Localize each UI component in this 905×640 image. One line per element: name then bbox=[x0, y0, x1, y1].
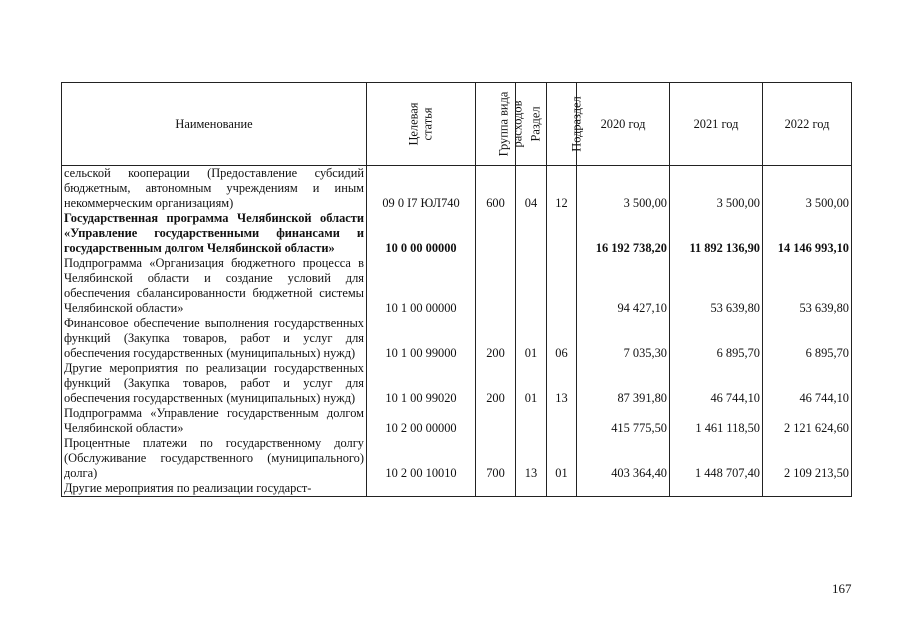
row-code: 10 1 00 99020 bbox=[367, 361, 476, 406]
row-section bbox=[516, 481, 547, 497]
budget-table bbox=[61, 82, 852, 497]
row-section: 01 bbox=[516, 316, 547, 361]
row-2022: 6 895,70 bbox=[763, 316, 852, 361]
row-subsection bbox=[547, 211, 577, 256]
table-row bbox=[62, 406, 852, 436]
row-code bbox=[367, 481, 476, 497]
row-2021 bbox=[670, 481, 763, 497]
table-header-row bbox=[62, 83, 852, 166]
row-group: 200 bbox=[476, 361, 516, 406]
row-section bbox=[516, 211, 547, 256]
row-section bbox=[516, 256, 547, 316]
row-name: Другие мероприятия по реализации государственных функций (Закупка товаров, работ и услуг для обеспечения государственных (муниципальных) нужд) bbox=[62, 361, 367, 406]
header-subsection: Подраздел bbox=[547, 83, 577, 166]
row-2022: 53 639,80 bbox=[763, 256, 852, 316]
row-2021: 53 639,80 bbox=[670, 256, 763, 316]
row-code: 09 0 I7 ЮЛ740 bbox=[367, 166, 476, 212]
row-code: 10 1 00 00000 bbox=[367, 256, 476, 316]
row-2022: 2 109 213,50 bbox=[763, 436, 852, 481]
row-code: 10 2 00 10010 bbox=[367, 436, 476, 481]
row-section bbox=[516, 406, 547, 436]
row-2020: 403 364,40 bbox=[577, 436, 670, 481]
row-subsection bbox=[547, 406, 577, 436]
row-2021: 6 895,70 bbox=[670, 316, 763, 361]
row-name: Процентные платежи по государственному долгу (Обслуживание государственного (муниципального) долга) bbox=[62, 436, 367, 481]
row-group bbox=[476, 256, 516, 316]
row-2021: 3 500,00 bbox=[670, 166, 763, 212]
row-name: Подпрограмма «Управление государственным долгом Челябинской области» bbox=[62, 406, 367, 436]
row-2020: 16 192 738,20 bbox=[577, 211, 670, 256]
row-code: 10 0 00 00000 bbox=[367, 211, 476, 256]
page-number: 167 bbox=[832, 581, 852, 596]
row-section: 01 bbox=[516, 361, 547, 406]
row-subsection: 01 bbox=[547, 436, 577, 481]
row-2022: 3 500,00 bbox=[763, 166, 852, 212]
table-row bbox=[62, 361, 852, 406]
row-2022: 46 744,10 bbox=[763, 361, 852, 406]
table-row bbox=[62, 436, 852, 481]
row-2021: 1 448 707,40 bbox=[670, 436, 763, 481]
row-name: Подпрограмма «Организация бюджетного процесса в Челябинской области и создание условий для обеспечения сбалансированности бюджетной системы Челябинской области» bbox=[62, 256, 367, 316]
row-2021: 46 744,10 bbox=[670, 361, 763, 406]
row-code: 10 2 00 00000 bbox=[367, 406, 476, 436]
row-section: 13 bbox=[516, 436, 547, 481]
row-2020: 94 427,10 bbox=[577, 256, 670, 316]
header-expense-group: Группа вида расходов bbox=[476, 83, 516, 166]
row-2022: 14 146 993,10 bbox=[763, 211, 852, 256]
header-target-article: Целевая статья bbox=[367, 83, 476, 166]
row-code: 10 1 00 99000 bbox=[367, 316, 476, 361]
row-group: 600 bbox=[476, 166, 516, 212]
row-2022: 2 121 624,60 bbox=[763, 406, 852, 436]
row-group: 200 bbox=[476, 316, 516, 361]
row-group bbox=[476, 406, 516, 436]
row-group bbox=[476, 211, 516, 256]
row-2020 bbox=[577, 481, 670, 497]
header-2022: 2022 год bbox=[763, 83, 852, 166]
row-subsection: 13 bbox=[547, 361, 577, 406]
row-section: 04 bbox=[516, 166, 547, 212]
row-group bbox=[476, 481, 516, 497]
row-2020: 7 035,30 bbox=[577, 316, 670, 361]
header-section: Раздел bbox=[516, 83, 547, 166]
row-2022 bbox=[763, 481, 852, 497]
row-2020: 415 775,50 bbox=[577, 406, 670, 436]
row-2021: 1 461 118,50 bbox=[670, 406, 763, 436]
row-subsection bbox=[547, 481, 577, 497]
row-name: Другие мероприятия по реализации государст- bbox=[62, 481, 367, 497]
table-row bbox=[62, 316, 852, 361]
row-subsection bbox=[547, 256, 577, 316]
table-row bbox=[62, 481, 852, 497]
row-subsection: 12 bbox=[547, 166, 577, 212]
table-row-program bbox=[62, 211, 852, 256]
header-2021: 2021 год bbox=[670, 83, 763, 166]
header-name: Наименование bbox=[62, 83, 367, 166]
header-2020: 2020 год bbox=[577, 83, 670, 166]
row-name: сельской кооперации (Предоставление субсидий бюджетным, автономным учреждениям и иным некоммерческим организациям) bbox=[62, 166, 367, 212]
row-name: Финансовое обеспечение выполнения государственных функций (Закупка товаров, работ и услуг для обеспечения государственных (муниципальных) нужд) bbox=[62, 316, 367, 361]
row-name: Государственная программа Челябинской области «Управление государственными финансами и государственным долгом Челябинской области» bbox=[62, 211, 367, 256]
table-row bbox=[62, 256, 852, 316]
row-group: 700 bbox=[476, 436, 516, 481]
row-2021: 11 892 136,90 bbox=[670, 211, 763, 256]
row-2020: 87 391,80 bbox=[577, 361, 670, 406]
row-subsection: 06 bbox=[547, 316, 577, 361]
table-row bbox=[62, 166, 852, 212]
row-2020: 3 500,00 bbox=[577, 166, 670, 212]
